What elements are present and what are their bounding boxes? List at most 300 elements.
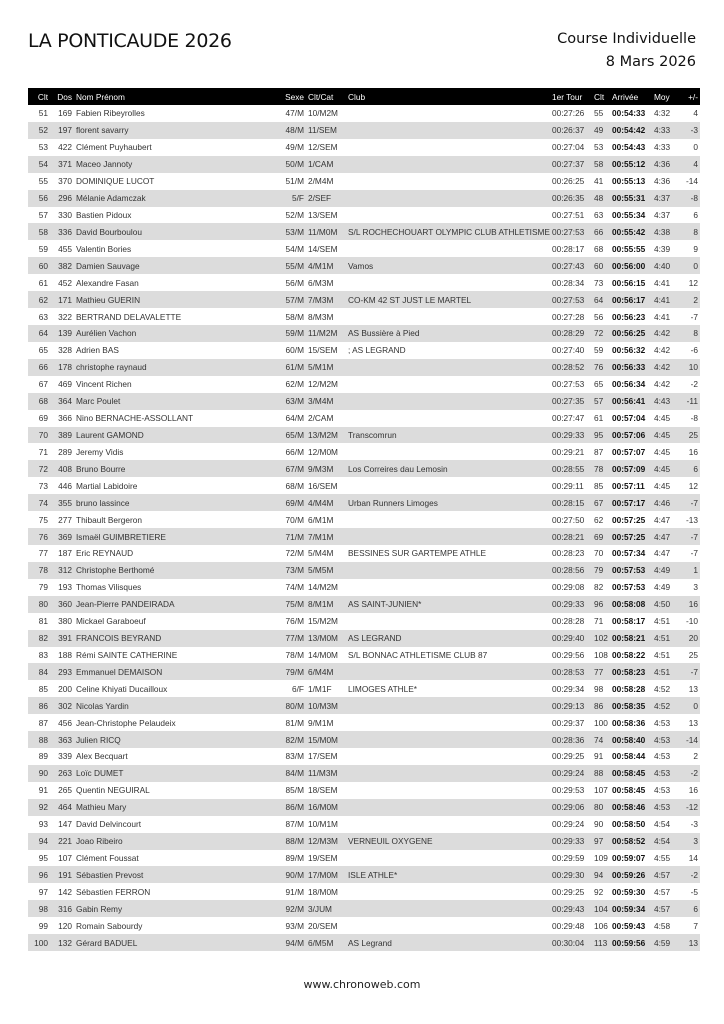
cell-sex-rank: 64/M: [285, 413, 304, 424]
table-row: [28, 816, 700, 833]
cell-diff: -7: [690, 497, 698, 508]
cell-rank: 92: [38, 802, 48, 813]
cell-pace: 4:45: [654, 463, 671, 474]
cell-rank: 75: [38, 514, 48, 525]
cell-rank: 85: [38, 683, 48, 694]
cell-lap-rank: 87: [594, 446, 604, 457]
cell-pace: 4:37: [654, 193, 671, 204]
page-title: LA PONTICAUDE 2026: [28, 30, 232, 52]
cell-bib: 187: [58, 548, 72, 559]
cell-bib: 408: [58, 463, 72, 474]
table-row: [28, 207, 700, 224]
cell-rank: 95: [38, 853, 48, 864]
cell-diff: -14: [686, 734, 698, 745]
cell-cat-rank: 14/SEM: [308, 243, 338, 254]
cell-sex-rank: 91/M: [285, 886, 304, 897]
cell-sex-rank: 77/M: [285, 633, 304, 644]
cell-lap-rank: 68: [594, 243, 604, 254]
cell-bib: 469: [58, 379, 72, 390]
table-row: [28, 511, 700, 528]
table-row: [28, 257, 700, 274]
cell-diff: 16: [688, 599, 698, 610]
table-row: [28, 173, 700, 190]
cell-cat-rank: 11/M3M: [308, 768, 338, 779]
cell-diff: -2: [690, 768, 698, 779]
cell-arrival: 00:57:06: [612, 429, 646, 440]
cell-diff: -13: [686, 514, 698, 525]
cell-diff: 9: [693, 243, 698, 254]
cell-pace: 4:42: [654, 379, 671, 390]
cell-lap-rank: 100: [594, 717, 608, 728]
cell-bib: 221: [58, 836, 72, 847]
cell-cat-rank: 10/M1M: [308, 819, 338, 830]
cell-club: [346, 697, 550, 714]
cell-first-lap: 00:27:53: [552, 294, 585, 305]
table-row: [28, 427, 700, 444]
cell-name: Loïc DUMET: [76, 768, 124, 779]
cell-sex-rank: 63/M: [285, 396, 304, 407]
table-row: [28, 663, 700, 680]
cell-name: Romain Sabourdy: [76, 920, 143, 931]
cell-club: ISLE ATHLE*: [348, 869, 398, 880]
cell-rank: 54: [38, 159, 48, 170]
cell-pace: 4:49: [654, 582, 671, 593]
cell-name: Eric REYNAUD: [76, 548, 134, 559]
cell-club: Los Correires dau Lemosin: [348, 463, 448, 474]
cell-lap-rank: 61: [594, 413, 604, 424]
cell-rank: 60: [38, 260, 48, 271]
cell-rank: 88: [38, 734, 48, 745]
cell-pace: 4:55: [654, 853, 671, 864]
table-row: [28, 680, 700, 697]
cell-club: [346, 562, 550, 579]
cell-bib: 132: [58, 937, 72, 948]
table-row: [28, 545, 700, 562]
table-row: [28, 240, 700, 257]
cell-arrival: 00:59:34: [612, 903, 646, 914]
cell-name: DOMINIQUE LUCOT: [76, 176, 155, 187]
race-date: 8 Mars 2026: [605, 54, 696, 70]
cell-sex-rank: 65/M: [285, 429, 304, 440]
cell-cat-rank: 15/SEM: [308, 345, 338, 356]
cell-arrival: 00:57:53: [612, 565, 646, 576]
cell-diff: 6: [693, 903, 698, 914]
cell-lap-rank: 106: [594, 920, 608, 931]
cell-arrival: 00:56:23: [612, 311, 646, 322]
cell-pace: 4:54: [654, 836, 671, 847]
cell-sex-rank: 6/F: [292, 683, 304, 694]
cell-arrival: 00:57:53: [612, 582, 646, 593]
cell-club: AS SAINT-JUNIEN*: [348, 599, 422, 610]
table-row: [28, 782, 700, 799]
cell-first-lap: 00:28:52: [552, 362, 585, 373]
cell-lap-rank: 80: [594, 802, 604, 813]
cell-bib: 139: [58, 328, 72, 339]
cell-club: [346, 850, 550, 867]
cell-cat-rank: 6/M5M: [308, 937, 334, 948]
cell-cat-rank: 10/M3M: [308, 700, 338, 711]
cell-rank: 65: [38, 345, 48, 356]
cell-rank: 87: [38, 717, 48, 728]
cell-sex-rank: 73/M: [285, 565, 304, 576]
cell-first-lap: 00:29:21: [552, 446, 585, 457]
cell-diff: -7: [690, 531, 698, 542]
cell-cat-rank: 14/M2M: [308, 582, 338, 593]
cell-name: Fabien Ribeyrolles: [76, 108, 145, 119]
cell-lap-rank: 53: [594, 142, 604, 153]
cell-cat-rank: 15/M0M: [308, 734, 338, 745]
cell-cat-rank: 16/M0M: [308, 802, 338, 813]
cell-cat-rank: 4/M1M: [308, 260, 334, 271]
cell-name: Adrien BAS: [76, 345, 119, 356]
cell-first-lap: 00:27:35: [552, 396, 585, 407]
cell-club: [346, 410, 550, 427]
cell-pace: 4:39: [654, 243, 671, 254]
table-row: [28, 883, 700, 900]
cell-club: [346, 393, 550, 410]
cell-name: christophe raynaud: [76, 362, 147, 373]
table-row: [28, 190, 700, 207]
cell-rank: 57: [38, 209, 48, 220]
cell-sex-rank: 80/M: [285, 700, 304, 711]
col-header-pace: Moy: [654, 91, 670, 102]
table-row: [28, 223, 700, 240]
cell-first-lap: 00:29:33: [552, 429, 585, 440]
cell-rank: 84: [38, 666, 48, 677]
cell-club: S/L ROCHECHOUART OLYMPIC CLUB ATHLETISME: [348, 226, 550, 237]
cell-first-lap: 00:27:28: [552, 311, 585, 322]
cell-name: Quentin NEGUIRAL: [76, 785, 150, 796]
cell-lap-rank: 76: [594, 362, 604, 373]
cell-name: Mélanie Adamczak: [76, 193, 146, 204]
table-row: [28, 460, 700, 477]
cell-sex-rank: 93/M: [285, 920, 304, 931]
cell-first-lap: 00:27:50: [552, 514, 585, 525]
cell-rank: 68: [38, 396, 48, 407]
cell-first-lap: 00:30:04: [552, 937, 585, 948]
cell-cat-rank: 2/CAM: [308, 413, 334, 424]
cell-lap-rank: 108: [594, 649, 608, 660]
cell-club: [346, 765, 550, 782]
cell-bib: 188: [58, 649, 72, 660]
cell-diff: 12: [688, 277, 698, 288]
cell-diff: 14: [688, 853, 698, 864]
col-header-arrival: Arrivée: [612, 91, 639, 102]
cell-name: Valentin Bories: [76, 243, 132, 254]
cell-name: Maceo Jannoty: [76, 159, 133, 170]
cell-bib: 191: [58, 869, 72, 880]
cell-club: [346, 816, 550, 833]
cell-cat-rank: 12/SEM: [308, 142, 338, 153]
table-row: [28, 443, 700, 460]
table-row: [28, 647, 700, 664]
cell-rank: 79: [38, 582, 48, 593]
cell-club: [346, 207, 550, 224]
cell-first-lap: 00:29:37: [552, 717, 585, 728]
cell-arrival: 00:58:28: [612, 683, 646, 694]
cell-arrival: 00:56:25: [612, 328, 646, 339]
cell-pace: 4:51: [654, 633, 671, 644]
cell-arrival: 00:58:17: [612, 616, 646, 627]
cell-first-lap: 00:28:55: [552, 463, 585, 474]
cell-diff: -7: [690, 311, 698, 322]
cell-cat-rank: 9/M3M: [308, 463, 334, 474]
cell-pace: 4:54: [654, 819, 671, 830]
cell-bib: 363: [58, 734, 72, 745]
cell-club: ; AS LEGRAND: [348, 345, 406, 356]
cell-arrival: 00:55:34: [612, 209, 646, 220]
cell-lap-rank: 48: [594, 193, 604, 204]
cell-club: AS Bussière à Pied: [348, 328, 420, 339]
cell-sex-rank: 82/M: [285, 734, 304, 745]
cell-name: Marc Poulet: [76, 396, 121, 407]
cell-club: AS Legrand: [348, 937, 392, 948]
col-header-dos: Dos: [57, 91, 72, 102]
table-row: [28, 714, 700, 731]
cell-club: [346, 782, 550, 799]
cell-name: Martial Labidoire: [76, 480, 138, 491]
cell-pace: 4:53: [654, 768, 671, 779]
cell-pace: 4:53: [654, 751, 671, 762]
cell-bib: 265: [58, 785, 72, 796]
cell-rank: 55: [38, 176, 48, 187]
cell-lap-rank: 109: [594, 853, 608, 864]
cell-bib: 142: [58, 886, 72, 897]
cell-name: Vincent Richen: [76, 379, 132, 390]
cell-name: Celine Khiyati Ducailloux: [76, 683, 168, 694]
cell-rank: 93: [38, 819, 48, 830]
cell-rank: 70: [38, 429, 48, 440]
cell-lap-rank: 67: [594, 497, 604, 508]
cell-first-lap: 00:28:17: [552, 243, 585, 254]
cell-bib: 370: [58, 176, 72, 187]
table-row: [28, 291, 700, 308]
cell-name: Christophe Berthomé: [76, 565, 155, 576]
cell-cat-rank: 14/M0M: [308, 649, 338, 660]
cell-sex-rank: 90/M: [285, 869, 304, 880]
cell-rank: 61: [38, 277, 48, 288]
cell-pace: 4:58: [654, 920, 671, 931]
table-row: [28, 731, 700, 748]
cell-diff: -7: [690, 548, 698, 559]
table-row: [28, 799, 700, 816]
cell-arrival: 00:57:25: [612, 514, 646, 525]
cell-pace: 4:53: [654, 717, 671, 728]
col-header-lap-clt: Clt: [594, 91, 605, 102]
cell-arrival: 00:57:17: [612, 497, 646, 508]
cell-cat-rank: 6/M1M: [308, 514, 334, 525]
cell-rank: 56: [38, 193, 48, 204]
cell-cat-rank: 17/M0M: [308, 869, 338, 880]
cell-pace: 4:51: [654, 616, 671, 627]
table-row: [28, 765, 700, 782]
cell-club: [346, 359, 550, 376]
course-type: Course Individuelle: [557, 31, 696, 47]
cell-pace: 4:53: [654, 785, 671, 796]
table-row: [28, 274, 700, 291]
cell-lap-rank: 95: [594, 429, 604, 440]
cell-arrival: 00:59:26: [612, 869, 646, 880]
cell-club: [346, 308, 550, 325]
cell-lap-rank: 66: [594, 226, 604, 237]
table-row: [28, 342, 700, 359]
cell-lap-rank: 64: [594, 294, 604, 305]
cell-first-lap: 00:29:06: [552, 802, 585, 813]
cell-club: [346, 731, 550, 748]
cell-cat-rank: 5/M4M: [308, 548, 334, 559]
cell-diff: 0: [693, 700, 698, 711]
cell-bib: 452: [58, 277, 72, 288]
cell-bib: 339: [58, 751, 72, 762]
cell-sex-rank: 81/M: [285, 717, 304, 728]
cell-first-lap: 00:29:25: [552, 886, 585, 897]
table-row: [28, 139, 700, 156]
cell-lap-rank: 41: [594, 176, 604, 187]
cell-cat-rank: 4/M4M: [308, 497, 334, 508]
cell-rank: 82: [38, 633, 48, 644]
cell-lap-rank: 92: [594, 886, 604, 897]
cell-arrival: 00:56:32: [612, 345, 646, 356]
cell-pace: 4:41: [654, 277, 671, 288]
table-row: [28, 528, 700, 545]
cell-rank: 59: [38, 243, 48, 254]
cell-name: Mickael Garaboeuf: [76, 616, 146, 627]
cell-club: Vamos: [348, 260, 374, 271]
cell-rank: 77: [38, 548, 48, 559]
cell-bib: 371: [58, 159, 72, 170]
cell-club: VERNEUIL OXYGENE: [348, 836, 433, 847]
cell-cat-rank: 19/SEM: [308, 853, 338, 864]
cell-arrival: 00:58:22: [612, 649, 646, 660]
cell-name: Sébastien Prevost: [76, 869, 144, 880]
cell-club: LIMOGES ATHLE*: [348, 683, 418, 694]
cell-first-lap: 00:29:48: [552, 920, 585, 931]
cell-pace: 4:46: [654, 497, 671, 508]
cell-bib: 355: [58, 497, 72, 508]
cell-club: [346, 173, 550, 190]
cell-diff: 8: [693, 226, 698, 237]
race-info: [557, 28, 696, 74]
cell-bib: 171: [58, 294, 72, 305]
cell-first-lap: 00:26:25: [552, 176, 585, 187]
cell-pace: 4:45: [654, 429, 671, 440]
cell-name: Mathieu GUERIN: [76, 294, 141, 305]
cell-first-lap: 00:26:37: [552, 125, 585, 136]
cell-name: Mathieu Mary: [76, 802, 127, 813]
cell-diff: 8: [693, 328, 698, 339]
cell-sex-rank: 79/M: [285, 666, 304, 677]
cell-name: Jean-Pierre PANDEIRADA: [76, 599, 175, 610]
cell-arrival: 00:58:45: [612, 785, 646, 796]
cell-club: [346, 579, 550, 596]
cell-first-lap: 00:28:53: [552, 666, 585, 677]
cell-sex-rank: 70/M: [285, 514, 304, 525]
table-row: [28, 122, 700, 139]
cell-name: Gérard BADUEL: [76, 937, 138, 948]
cell-cat-rank: 13/M2M: [308, 429, 338, 440]
cell-name: Alex Becquart: [76, 751, 128, 762]
col-header-diff: +/-: [688, 91, 698, 102]
table-row: [28, 900, 700, 917]
cell-diff: 3: [693, 836, 698, 847]
cell-lap-rank: 107: [594, 785, 608, 796]
cell-bib: 120: [58, 920, 72, 931]
table-row: [28, 917, 700, 934]
cell-sex-rank: 47/M: [285, 108, 304, 119]
cell-first-lap: 00:27:26: [552, 108, 585, 119]
table-row: [28, 850, 700, 867]
cell-name: Thibault Bergeron: [76, 514, 142, 525]
cell-cat-rank: 9/M1M: [308, 717, 334, 728]
cell-pace: 4:32: [654, 108, 671, 119]
cell-diff: -2: [690, 869, 698, 880]
cell-pace: 4:33: [654, 125, 671, 136]
cell-sex-rank: 49/M: [285, 142, 304, 153]
cell-rank: 98: [38, 903, 48, 914]
cell-arrival: 00:57:09: [612, 463, 646, 474]
cell-diff: -10: [686, 616, 698, 627]
cell-rank: 63: [38, 311, 48, 322]
cell-pace: 4:36: [654, 159, 671, 170]
cell-pace: 4:57: [654, 903, 671, 914]
cell-club: [346, 528, 550, 545]
cell-lap-rank: 94: [594, 869, 604, 880]
cell-cat-rank: 18/M0M: [308, 886, 338, 897]
table-row: [28, 156, 700, 173]
cell-first-lap: 00:28:15: [552, 497, 585, 508]
cell-rank: 90: [38, 768, 48, 779]
cell-club: [346, 105, 550, 122]
cell-first-lap: 00:26:35: [552, 193, 585, 204]
cell-pace: 4:51: [654, 666, 671, 677]
cell-sex-rank: 68/M: [285, 480, 304, 491]
table-row: [28, 697, 700, 714]
cell-bib: 312: [58, 565, 72, 576]
cell-lap-rank: 57: [594, 396, 604, 407]
cell-bib: 464: [58, 802, 72, 813]
cell-sex-rank: 66/M: [285, 446, 304, 457]
cell-club: [346, 613, 550, 630]
cell-first-lap: 00:29:24: [552, 768, 585, 779]
cell-arrival: 00:58:44: [612, 751, 646, 762]
cell-sex-rank: 52/M: [285, 209, 304, 220]
cell-bib: 197: [58, 125, 72, 136]
cell-lap-rank: 104: [594, 903, 608, 914]
cell-diff: -12: [686, 802, 698, 813]
cell-bib: 369: [58, 531, 72, 542]
cell-pace: 4:40: [654, 260, 671, 271]
cell-diff: 2: [693, 294, 698, 305]
cell-pace: 4:49: [654, 565, 671, 576]
cell-bib: 200: [58, 683, 72, 694]
cell-pace: 4:50: [654, 599, 671, 610]
cell-first-lap: 00:29:43: [552, 903, 585, 914]
cell-rank: 53: [38, 142, 48, 153]
table-row: [28, 866, 700, 883]
cell-bib: 328: [58, 345, 72, 356]
table-row: [28, 934, 700, 951]
cell-diff: 7: [693, 920, 698, 931]
cell-pace: 4:42: [654, 345, 671, 356]
cell-pace: 4:45: [654, 446, 671, 457]
cell-rank: 100: [34, 937, 48, 948]
cell-lap-rank: 77: [594, 666, 604, 677]
table-row: [28, 833, 700, 850]
cell-club: [346, 190, 550, 207]
cell-lap-rank: 79: [594, 565, 604, 576]
cell-lap-rank: 74: [594, 734, 604, 745]
cell-diff: -3: [690, 125, 698, 136]
